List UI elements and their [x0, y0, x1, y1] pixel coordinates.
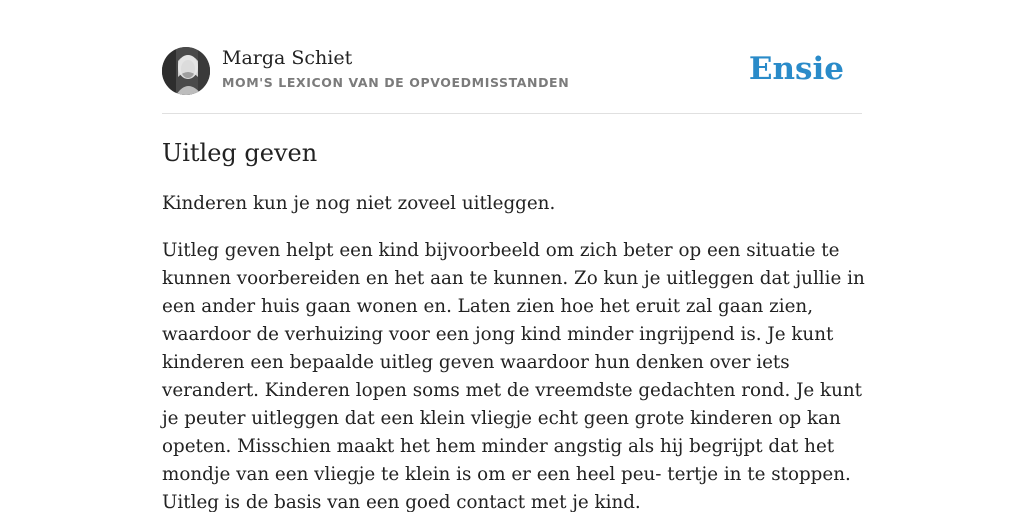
author-avatar[interactable]: [162, 47, 210, 95]
avatar-photo-icon: [162, 47, 210, 95]
article-paragraph: Uitleg geven helpt een kind bijvoorbeeld om zich beter op een situatie te kunnen voorbereiden en het aan te kunnen. Zo kun je uitleggen dat jullie in een ander huis gaan wonen en. Laten zien hoe het eruit zal gaan zien, waardoor de verhuizing voor een jong kind minder ingrijpend is. Je kunt kinderen een bepaalde uitleg geven waardoor hun denken over iets verandert. Kinderen lopen soms met de vreemdste gedachten rond. Je kunt je peuter uitleggen dat een klein vliegje echt geen grote kinderen op kan opeten. Misschien maakt het hem minder angstig als hij begrijpt dat het mondje van een vliegje te klein is om er een heel peu- tertje in te stoppen. Uitleg is de basis van een goed contact met je kind.: [162, 240, 865, 512]
article-title: Uitleg geven: [162, 139, 318, 167]
page-container: [162, 0, 865, 512]
article-paragraph: Kinderen kun je nog niet zoveel uitleggen.: [162, 193, 556, 214]
author-header: [162, 0, 862, 114]
ensie-logo[interactable]: Ensie: [748, 51, 844, 87]
author-name[interactable]: Marga Schiet: [222, 47, 353, 69]
collection-name[interactable]: MOM'S LEXICON VAN DE OPVOEDMISSTANDEN: [222, 75, 570, 90]
